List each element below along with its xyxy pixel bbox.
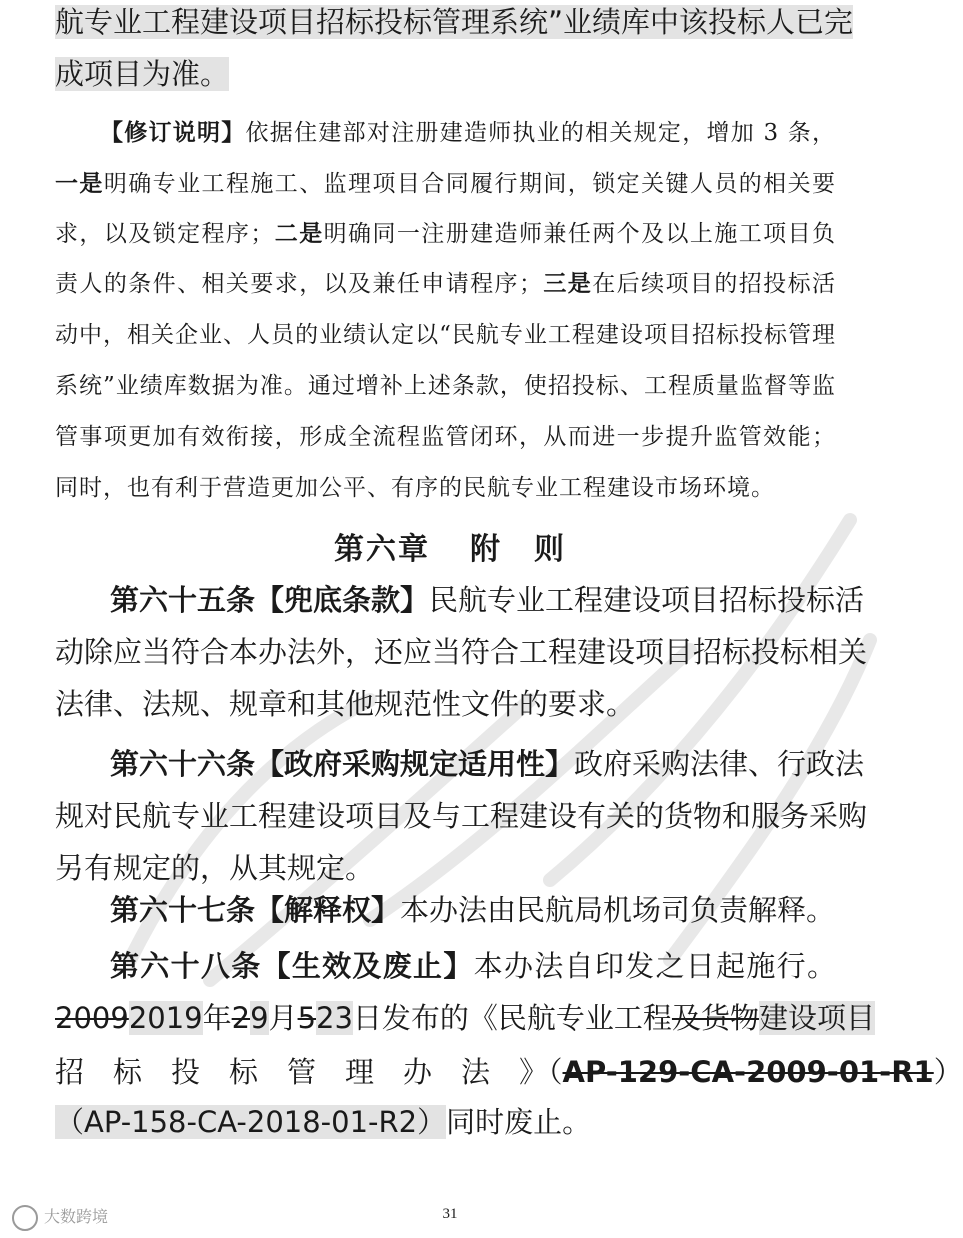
revision-note-line: 【修订说明】依据住建部对注册建造师执业的相关规定，增加 3 条， [100, 120, 836, 146]
source-watermark: 大数跨境 [12, 1204, 108, 1231]
article-65-line: 第六十五条【兜底条款】民航专业工程建设项目招标投标活 [110, 583, 865, 617]
text-line: 航专业工程建设项目招标投标管理系统”业绩库中该投标人已完 [55, 5, 854, 39]
article-67-line: 第六十七条【解释权】本办法由民航局机场司负责解释。 [110, 893, 836, 927]
article-65-line: 法律、法规、规章和其他规范性文件的要求。 [55, 687, 636, 721]
revision-note-line: 动中，相关企业、人员的业绩认定以“民航专业工程建设项目招标投标管理 [55, 322, 836, 348]
article-68-line: 第六十八条【生效及废止】本办法自印发之日起施行。 [110, 949, 836, 983]
page-number: 31 [442, 1206, 458, 1222]
chapter-heading: 第六章 附 则 [334, 532, 566, 567]
article-68-title: 第六十八条【生效及废止】 [110, 949, 474, 983]
revision-note-line: 一是明确专业工程施工、监理项目合同履行期间，锁定关键人员的相关要 [55, 171, 837, 197]
article-66-line: 规对民航专业工程建设项目及与工程建设有关的货物和服务采购 [55, 799, 868, 833]
article-67-title: 第六十七条【解释权】 [110, 893, 401, 927]
article-66-title: 第六十六条【政府采购规定适用性】 [110, 747, 575, 781]
article-68-line: 招 标 投 标 管 理 办 法 》（AP-129-CA-2009-01-R1） [55, 1055, 963, 1089]
text-line: 成项目为准。 [55, 57, 230, 91]
revision-note-line: 责人的条件、相关要求，以及兼任申请程序；三是在后续项目的招投标活 [55, 271, 837, 297]
article-68-line: 20092019年29月523日发布的《民航专业工程及货物建设项目 [55, 1001, 875, 1035]
article-66-line: 另有规定的，从其规定。 [55, 851, 375, 885]
revision-note-line: 系统”业绩库数据为准。通过增补上述条款，使招投标、工程质量监督等监 [55, 373, 836, 399]
brand-logo-icon [12, 1205, 38, 1231]
article-68-line: （AP-158-CA-2018-01-R2）同时废止。 [55, 1105, 592, 1139]
article-65-title: 第六十五条【兜底条款】 [110, 583, 430, 617]
new-doc-number: （AP-158-CA-2018-01-R2） [55, 1105, 447, 1139]
article-65-line: 动除应当符合本办法外，还应当符合工程建设项目招标投标相关 [55, 635, 868, 669]
revision-note-line: 同时，也有利于营造更加公平、有序的民航专业工程建设市场环境。 [55, 475, 775, 501]
repealed-doc-number: AP-129-CA-2009-01-R1 [562, 1055, 934, 1089]
article-66-line: 第六十六条【政府采购规定适用性】政府采购法律、行政法 [110, 747, 865, 781]
revision-note-line: 管事项更加有效衔接，形成全流程监管闭环，从而进一步提升监管效能； [55, 424, 836, 450]
revision-note-line: 求，以及锁定程序；二是明确同一注册建造师兼任两个及以上施工项目负 [55, 221, 837, 247]
revision-note-label: 【修订说明】 [100, 120, 246, 146]
